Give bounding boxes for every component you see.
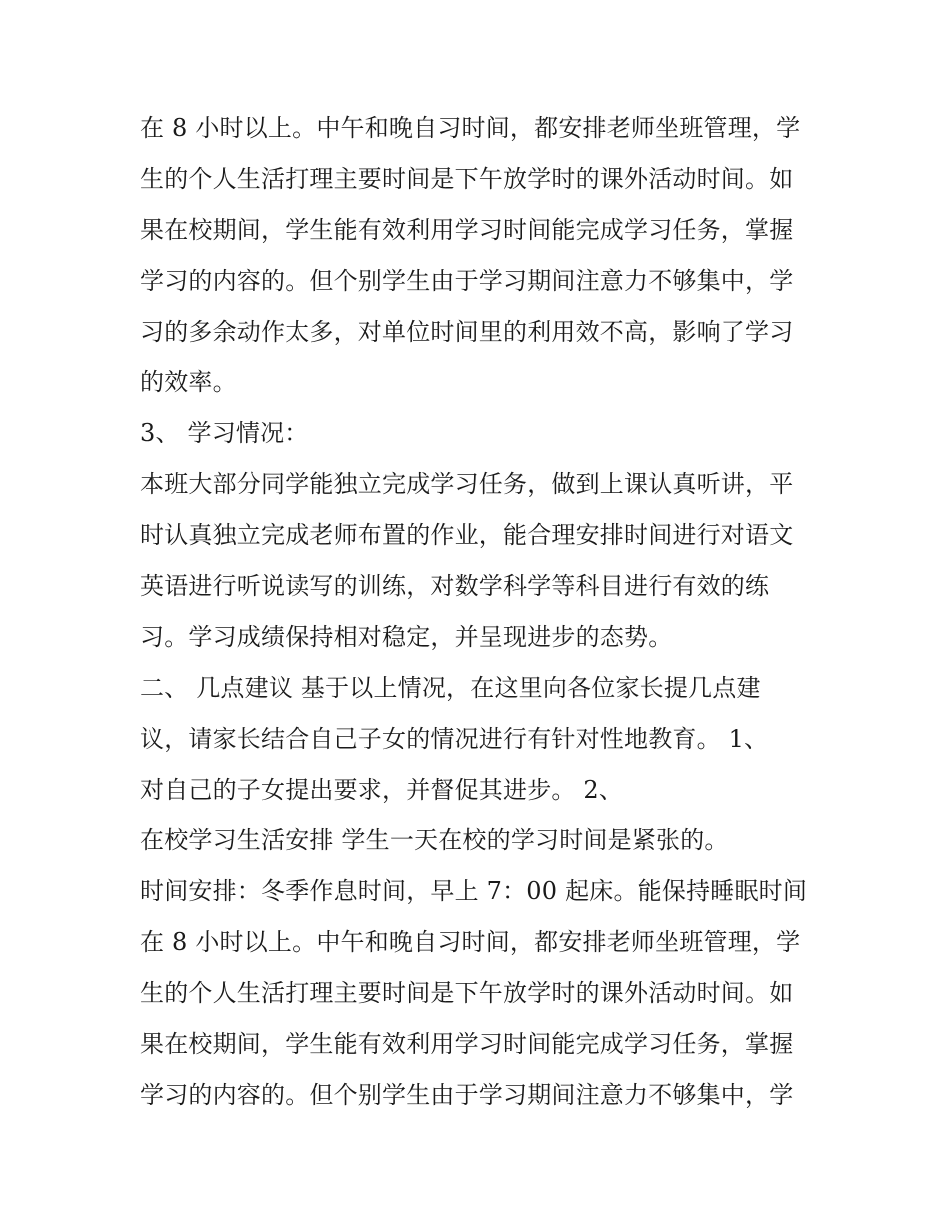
- text-line-19: 果在校期间，学生能有效利用学习时间能完成学习任务，掌握: [140, 1030, 794, 1059]
- text-line-20: 学习的内容的。但个别学生由于学习期间注意力不够集中，学: [140, 1080, 794, 1109]
- text-line-13: 议，请家长结合自己子女的情况进行有针对性地教育。 1、: [140, 724, 769, 753]
- text-line-4: 学习的内容的。但个别学生由于学习期间注意力不够集中，学: [140, 266, 794, 295]
- text-line-1: 在 8 小时以上。中午和晚自习时间，都安排老师坐班管理，学: [140, 114, 801, 142]
- section-heading-3: 3、 学习情况：: [140, 419, 309, 448]
- text-line-17: 在 8 小时以上。中午和晚自习时间，都安排老师坐班管理，学: [140, 928, 801, 957]
- text-line-5: 习的多余动作太多，对单位时间里的利用效不高，影响了学习: [140, 317, 794, 346]
- section-heading-2: 二、 几点建议 基于以上情况，在这里向各位家长提几点建: [140, 673, 761, 702]
- text-line-10: 英语进行听说读写的训练，对数学科学等科目进行有效的练: [140, 572, 770, 601]
- text-line-18: 生的个人生活打理主要时间是下午放学时的课外活动时间。如: [140, 979, 794, 1008]
- text-line-11: 习。学习成绩保持相对稳定，并呈现进步的态势。: [140, 622, 673, 651]
- text-line-2: 生的个人生活打理主要时间是下午放学时的课外活动时间。如: [140, 164, 794, 193]
- text-line-3: 果在校期间，学生能有效利用学习时间能完成学习任务，掌握: [140, 215, 794, 244]
- text-line-14: 对自己的子女提出要求，并督促其进步。 2、: [140, 775, 624, 804]
- body-text: [140, 103, 820, 1121]
- text-line-8: 本班大部分同学能独立完成学习任务，做到上课认真听讲，平: [140, 470, 794, 499]
- text-line-6: 的效率。: [140, 368, 237, 397]
- text-line-15: 在校学习生活安排 学生一天在校的学习时间是紧张的。: [140, 826, 729, 855]
- text-line-16: 时间安排：冬季作息时间，早上 7：00 起床。能保持睡眠时间: [140, 877, 808, 906]
- text-line-9: 时认真独立完成老师布置的作业，能合理安排时间进行对语文: [140, 521, 794, 550]
